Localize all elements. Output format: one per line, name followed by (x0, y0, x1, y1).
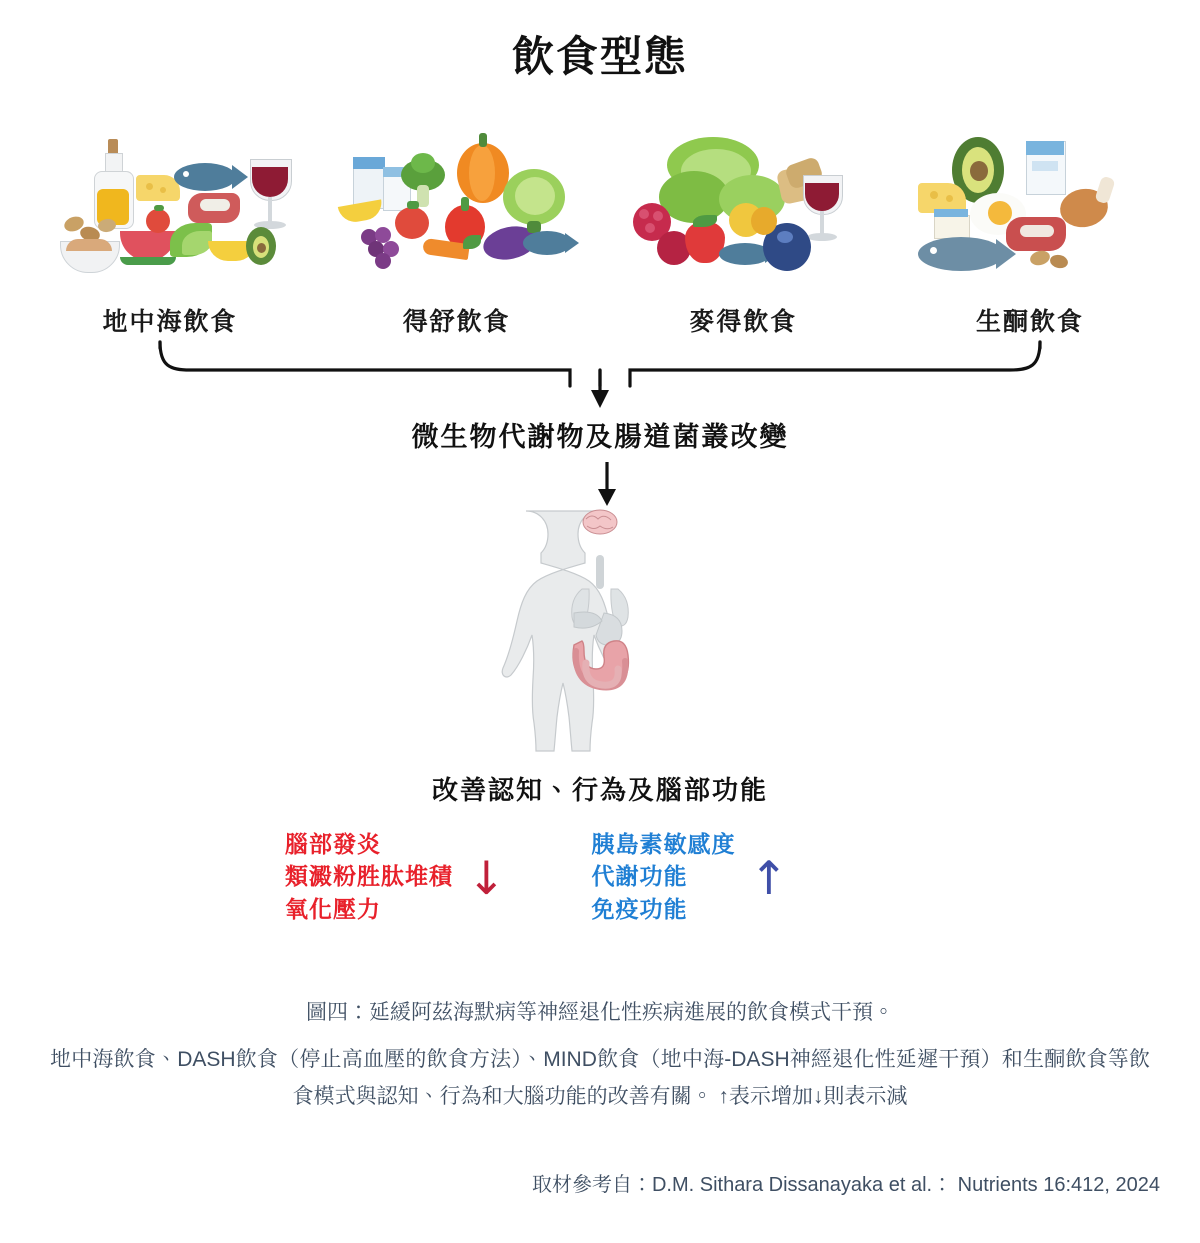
olive-oil-fish-nuts-wine-art (50, 131, 290, 296)
caption-source: 取材參考自：D.M. Sithara Dissanayaka et al.： Nutrients 16:412, 2024 (531, 1174, 1160, 1196)
down-arrow-to-body (592, 462, 622, 508)
microbiome-step-label: 微生物代謝物及腸道菌叢改變 (411, 422, 789, 453)
outcome-label: 改善認知、行為及腦部功能 (431, 776, 768, 806)
effect-item: 氧化壓力 (285, 895, 381, 923)
caption-body: 地中海飲食、DASH飲食（停止高血壓的飲食方法）、MIND飲食（地中海-DASH神經退化性延遲干預）和生酮飲食等飲食模式與認知、行為和大腦功能的改善有關。 ↑表示增加↓則表示減 (50, 1047, 1150, 1108)
effects-increase-box (592, 825, 789, 930)
diet-column-dash (327, 118, 587, 338)
page-title: 飲食型態 (511, 32, 688, 81)
human-body-gut-brain-figure (470, 505, 730, 755)
diet-label-keto: 生酮飲食 (975, 307, 1084, 336)
avocado-egg-cheese-meat-art (910, 131, 1150, 296)
effect-item: 免疫功能 (591, 895, 688, 923)
caption (40, 995, 1160, 1115)
converging-bracket (120, 340, 1080, 415)
diet-label-mind: 麥得飲食 (689, 307, 798, 336)
diet-label-dash: 得舒飲食 (402, 307, 511, 336)
diet-column-keto (900, 118, 1160, 338)
caption-heading: 圖四：延緩阿茲海默病等神經退化性疾病進展的飲食模式干預。 (306, 1001, 894, 1024)
effect-item: 腦部發炎 (285, 830, 381, 858)
effect-item: 類澱粉胜肽堆積 (285, 863, 453, 891)
up-arrow-icon: ↑ (749, 850, 789, 905)
diet-label-mediterranean: 地中海飲食 (102, 307, 238, 336)
effects-decrease-box (285, 825, 506, 930)
effects-row (285, 825, 915, 930)
effect-item: 胰島素敏感度 (591, 830, 736, 858)
vegetables-dairy-fish-art (337, 131, 577, 296)
berries-greens-wine-art (623, 131, 863, 296)
effects-decrease-list (285, 829, 453, 927)
diet-column-mediterranean (40, 118, 300, 338)
diet-column-mind (613, 118, 873, 338)
down-arrow-icon: ↓ (467, 850, 506, 905)
effects-increase-list (592, 829, 736, 927)
effect-item: 代謝功能 (591, 863, 688, 891)
diet-pattern-row (40, 118, 1160, 338)
